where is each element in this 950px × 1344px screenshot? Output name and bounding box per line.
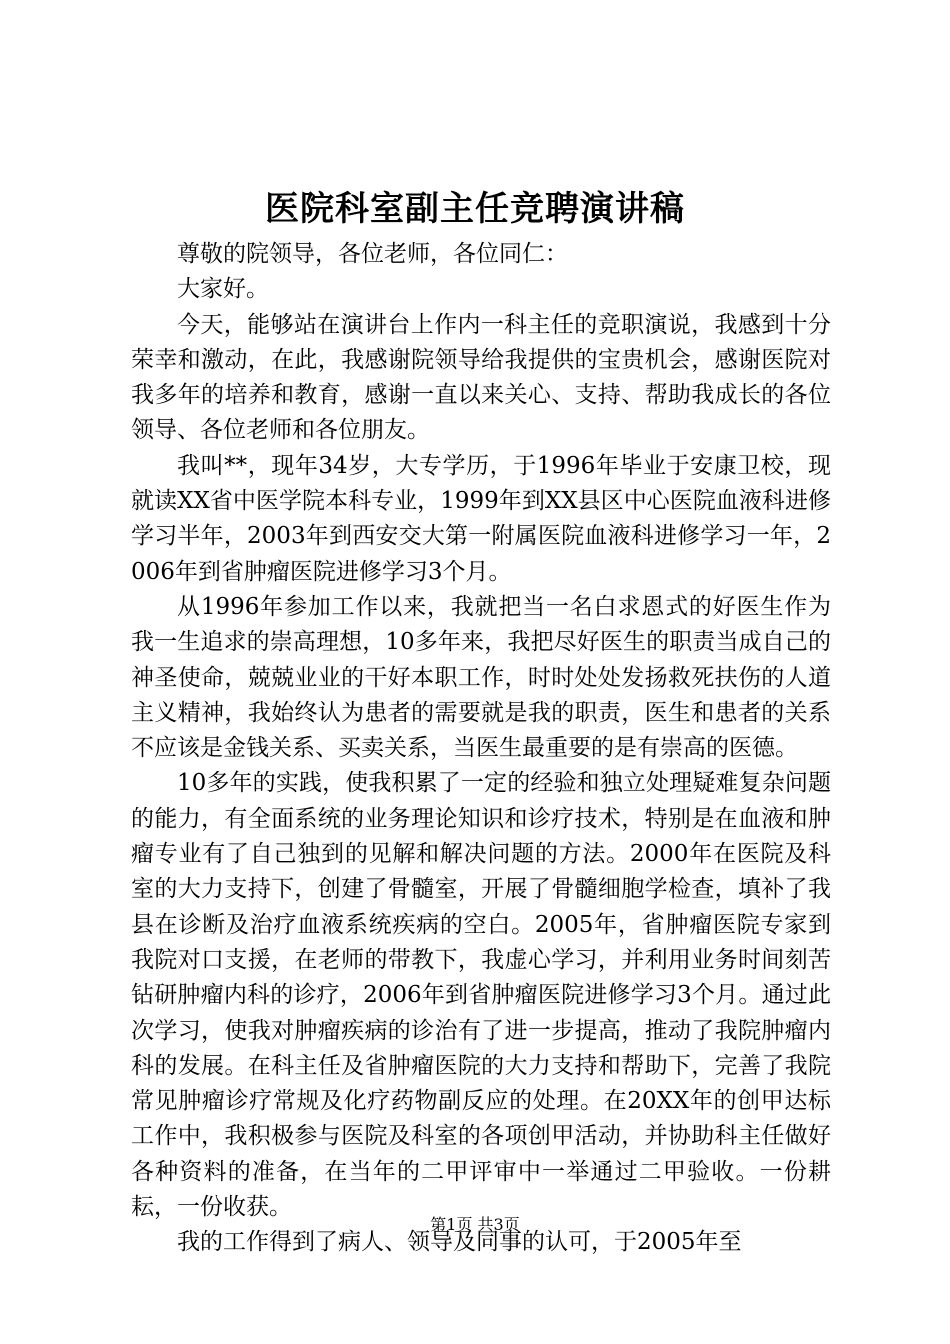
body-paragraph: 今天，能够站在演讲台上作内一科主任的竞职演说，我感到十分荣幸和激动，在此，我感谢院领导给我提供的宝贵机会，感谢医院对我多年的培养和教育，感谢一直以来关心、支持、帮助我成长的各位领导、各位老师和各位朋友。 [131,311,831,444]
body-paragraph: 我叫**，现年34岁，大专学历，于1996年毕业于安康卫校，现就读XX省中医学院本科专业，1999年到XX县区中心医院血液科进修学习半年，2003年到西安交大第一附属医院血液科进修学习一年，2006年到省肿瘤医院进修学习3个月。 [131,452,831,585]
document-title: 医院科室副主任竞聘演讲稿 [265,189,685,229]
body-paragraph: 10多年的实践，使我积累了一定的经验和独立处理疑难复杂问题的能力，有全面系统的业务理论知识和诊疗技术，特别是在血液和肿瘤专业有了自己独到的见解和解决问题的方法。2000年在医院及科室的大力支持下，创建了骨髓室，开展了骨髓细胞学检查，填补了我县在诊断及治疗血液系统疾病的空白。2005年，省肿瘤医院专家到我院对口支援，在老师的带教下，我虚心学习，并利用业务时间刻苦钻研肿瘤内科的诊疗，2006年到省肿瘤医院进修学习3个月。通过此次学习，使我对肿瘤疾病的诊治有了进一步提高，推动了我院肿瘤内科的发展。在科主任及省肿瘤医院的大力支持和帮助下，完善了我院常见肿瘤诊疗常规及化疗药物副反应的处理。在20XX年的创甲达标工作中，我积极参与医院及科室的各项创甲活动，并协助科主任做好各种资料的准备，在当年的二甲评审中一举通过二甲验收。一份耕耘，一份收获。 [131,770,831,1221]
salutation-paragraph: 尊敬的院领导，各位老师，各位同仁： [177,241,568,267]
body-paragraph: 我的工作得到了病人、领导及同事的认可，于2005年至 [177,1229,742,1256]
greeting-paragraph: 大家好。 [177,276,269,303]
document-body [131,237,831,1261]
page-number-footer: 第1页 共3页 [430,1215,520,1234]
body-paragraph: 从1996年参加工作以来，我就把当一名白求恩式的好医生作为我一生追求的崇高理想，10多年来，我把尽好医生的职责当成自己的神圣使命，兢兢业业的干好本职工作，时时处处发扬救死扶伤的人道主义精神，我始终认为患者的需要就是我的职责，医生和患者的关系不应该是金钱关系、买卖关系，当医生最重要的是有崇高的医德。 [131,593,831,762]
